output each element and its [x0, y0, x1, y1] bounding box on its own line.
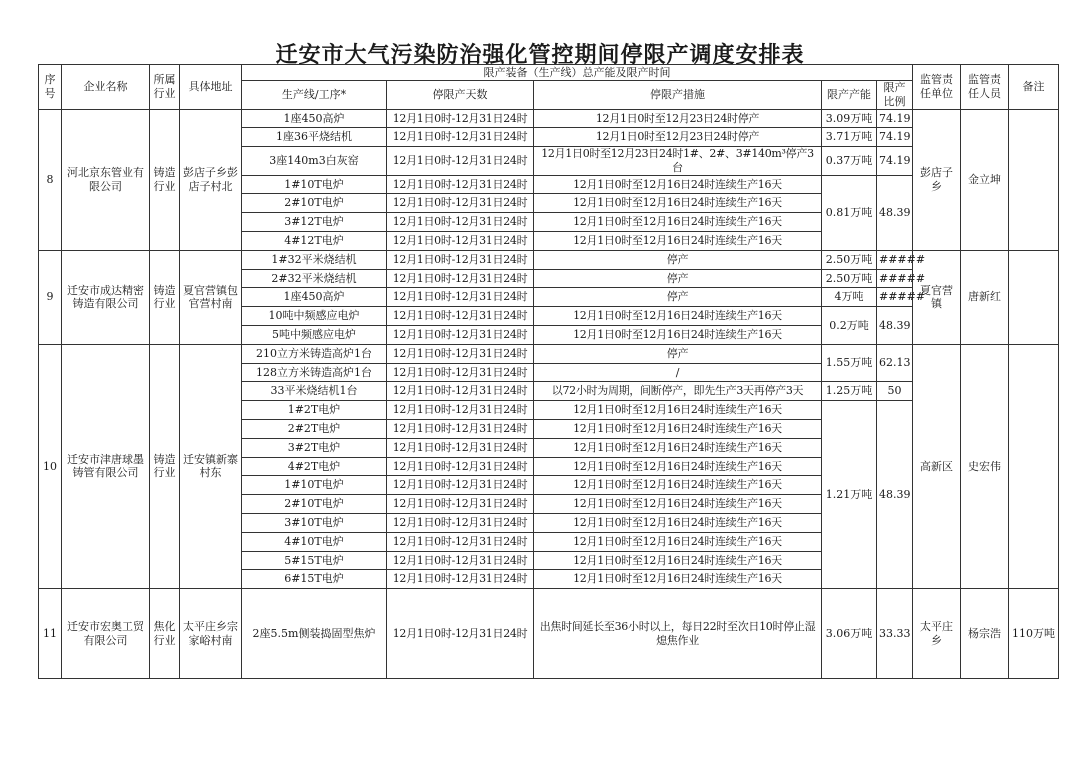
stop-days: 12月1日0时-12月31日24时 — [387, 401, 534, 420]
header-row-1 — [39, 65, 1059, 81]
limit-capacity: 1.25万吨 — [822, 382, 877, 401]
line-name: 2#10T电炉 — [242, 495, 387, 514]
stop-days: 12月1日0时-12月31日24时 — [387, 175, 534, 194]
stop-measure: 12月1日0时至12月16日24时连续生产16天 — [534, 307, 822, 326]
stop-days: 12月1日0时-12月31日24时 — [387, 382, 534, 401]
remark — [1009, 250, 1059, 344]
stop-days: 12月1日0时-12月31日24时 — [387, 344, 534, 363]
stop-measure: 12月1日0时至12月23日24时停产 — [534, 128, 822, 147]
limit-capacity: 0.81万吨 — [822, 175, 877, 250]
document-title: 迁安市大气污染防治强化管控期间停限产调度安排表 — [275, 42, 805, 68]
enterprise-seq: 9 — [39, 250, 62, 344]
stop-days: 12月1日0时-12月31日24时 — [387, 128, 534, 147]
stop-measure: 12月1日0时至12月16日24时连续生产16天 — [534, 495, 822, 514]
supervision-person: 金立坤 — [961, 109, 1009, 250]
limit-ratio: 48.39 — [877, 175, 913, 250]
enterprise-name: 迁安市宏奥工贸有限公司 — [62, 589, 150, 679]
limit-ratio: ##### — [877, 269, 913, 288]
stop-days: 12月1日0时-12月31日24时 — [387, 109, 534, 128]
enterprise-address: 夏官营镇包官营村南 — [180, 250, 242, 344]
enterprise-name: 迁安市成达精密铸造有限公司 — [62, 250, 150, 344]
limit-ratio: 62.13 — [877, 344, 913, 382]
stop-days: 12月1日0时-12月31日24时 — [387, 532, 534, 551]
line-name: 4#12T电炉 — [242, 231, 387, 250]
stop-measure: 12月1日0时至12月16日24时连续生产16天 — [534, 551, 822, 570]
line-name: 2#2T电炉 — [242, 419, 387, 438]
line-name: 33平米烧结机1台 — [242, 382, 387, 401]
header-ratio: 限产比例 — [877, 81, 913, 110]
line-name: 2#32平米烧结机 — [242, 269, 387, 288]
supervision-unit: 夏官营镇 — [913, 250, 961, 344]
stop-measure: 12月1日0时至12月23日24时停产 — [534, 109, 822, 128]
header-industry: 所属行业 — [150, 65, 180, 110]
limit-capacity: 4万吨 — [822, 288, 877, 307]
stop-days: 12月1日0时-12月31日24时 — [387, 194, 534, 213]
stop-days: 12月1日0时-12月31日24时 — [387, 438, 534, 457]
stop-days: 12月1日0时-12月31日24时 — [387, 307, 534, 326]
line-name: 1#32平米烧结机 — [242, 250, 387, 269]
stop-days: 12月1日0时-12月31日24时 — [387, 250, 534, 269]
enterprise-address: 彭店子乡彭店子村北 — [180, 109, 242, 250]
stop-measure: 停产 — [534, 288, 822, 307]
stop-measure: 12月1日0时至12月16日24时连续生产16天 — [534, 570, 822, 589]
stop-measure: 12月1日0时至12月16日24时连续生产16天 — [534, 175, 822, 194]
stop-days: 12月1日0时-12月31日24时 — [387, 495, 534, 514]
supervision-unit: 彭店子乡 — [913, 109, 961, 250]
limit-ratio: ##### — [877, 288, 913, 307]
limit-capacity: 1.55万吨 — [822, 344, 877, 382]
limit-ratio: 74.19 — [877, 109, 913, 128]
limit-ratio: ##### — [877, 250, 913, 269]
enterprise-seq: 11 — [39, 589, 62, 679]
remark: 110万吨 — [1009, 589, 1059, 679]
stop-days: 12月1日0时-12月31日24时 — [387, 551, 534, 570]
header-line: 生产线/工序* — [242, 81, 387, 110]
stop-days: 12月1日0时-12月31日24时 — [387, 325, 534, 344]
line-name: 1座36平烧结机 — [242, 128, 387, 147]
enterprise-name: 迁安市津唐球墨铸管有限公司 — [62, 344, 150, 588]
limit-capacity: 0.37万吨 — [822, 147, 877, 176]
remark — [1009, 109, 1059, 250]
line-name: 3#12T电炉 — [242, 213, 387, 232]
header-seq: 序号 — [39, 65, 62, 110]
stop-days: 12月1日0时-12月31日24时 — [387, 147, 534, 176]
limit-ratio: 48.39 — [877, 307, 913, 345]
stop-measure: 12月1日0时至12月16日24时连续生产16天 — [534, 325, 822, 344]
limit-capacity: 3.09万吨 — [822, 109, 877, 128]
remark — [1009, 344, 1059, 588]
stop-measure: 12月1日0时至12月16日24时连续生产16天 — [534, 401, 822, 420]
supervision-person: 唐新红 — [961, 250, 1009, 344]
stop-measure: 12月1日0时至12月16日24时连续生产16天 — [534, 476, 822, 495]
line-name: 1#10T电炉 — [242, 175, 387, 194]
stop-days: 12月1日0时-12月31日24时 — [387, 288, 534, 307]
enterprise-industry: 铸造行业 — [150, 344, 180, 588]
stop-days: 12月1日0时-12月31日24时 — [387, 269, 534, 288]
line-name: 4#10T电炉 — [242, 532, 387, 551]
line-name: 3座140m3白灰窑 — [242, 147, 387, 176]
enterprise-name: 河北京东管业有限公司 — [62, 109, 150, 250]
table-row — [39, 589, 1059, 679]
line-name: 1#10T电炉 — [242, 476, 387, 495]
line-name: 6#15T电炉 — [242, 570, 387, 589]
enterprise-address: 太平庄乡宗家峪村南 — [180, 589, 242, 679]
limit-ratio: 50 — [877, 382, 913, 401]
header-group: 限产装备（生产线）总产能及限产时间 — [242, 65, 913, 81]
line-name: 5吨中频感应电炉 — [242, 325, 387, 344]
header-remark: 备注 — [1009, 65, 1059, 110]
enterprise-industry: 铸造行业 — [150, 109, 180, 250]
enterprise-seq: 8 — [39, 109, 62, 250]
stop-measure: 停产 — [534, 269, 822, 288]
line-name: 210立方米铸造高炉1台 — [242, 344, 387, 363]
limit-ratio: 33.33 — [877, 589, 913, 679]
limit-ratio: 48.39 — [877, 401, 913, 589]
header-person: 监管责任人员 — [961, 65, 1009, 110]
stop-measure: 12月1日0时至12月16日24时连续生产16天 — [534, 532, 822, 551]
line-name: 1座450高炉 — [242, 109, 387, 128]
limit-capacity: 1.21万吨 — [822, 401, 877, 589]
stop-measure: 停产 — [534, 250, 822, 269]
header-measure: 停限产措施 — [534, 81, 822, 110]
line-name: 1#2T电炉 — [242, 401, 387, 420]
limit-capacity: 3.06万吨 — [822, 589, 877, 679]
stop-measure: 12月1日0时至12月16日24时连续生产16天 — [534, 231, 822, 250]
limit-capacity: 2.50万吨 — [822, 250, 877, 269]
table-row — [39, 250, 1059, 269]
header-company: 企业名称 — [62, 65, 150, 110]
line-name: 2座5.5m侧装捣固型焦炉 — [242, 589, 387, 679]
stop-measure: / — [534, 363, 822, 382]
supervision-unit: 太平庄乡 — [913, 589, 961, 679]
enterprise-industry: 焦化行业 — [150, 589, 180, 679]
stop-measure: 12月1日0时至12月23日24时1#、2#、3#140m³停产3台 — [534, 147, 822, 176]
schedule-table — [38, 64, 1059, 679]
supervision-person: 史宏伟 — [961, 344, 1009, 588]
line-name: 5#15T电炉 — [242, 551, 387, 570]
line-name: 10吨中频感应电炉 — [242, 307, 387, 326]
stop-measure: 12月1日0时至12月16日24时连续生产16天 — [534, 457, 822, 476]
enterprise-seq: 10 — [39, 344, 62, 588]
stop-measure: 停产 — [534, 344, 822, 363]
enterprise-industry: 铸造行业 — [150, 250, 180, 344]
line-name: 4#2T电炉 — [242, 457, 387, 476]
header-days: 停限产天数 — [387, 81, 534, 110]
stop-days: 12月1日0时-12月31日24时 — [387, 419, 534, 438]
table-row — [39, 344, 1059, 363]
line-name: 3#10T电炉 — [242, 513, 387, 532]
limit-ratio: 74.19 — [877, 147, 913, 176]
stop-days: 12月1日0时-12月31日24时 — [387, 570, 534, 589]
stop-measure: 12月1日0时至12月16日24时连续生产16天 — [534, 438, 822, 457]
stop-measure: 12月1日0时至12月16日24时连续生产16天 — [534, 419, 822, 438]
supervision-unit: 高新区 — [913, 344, 961, 588]
limit-capacity: 0.2万吨 — [822, 307, 877, 345]
stop-days: 12月1日0时-12月31日24时 — [387, 213, 534, 232]
limit-capacity: 3.71万吨 — [822, 128, 877, 147]
line-name: 2#10T电炉 — [242, 194, 387, 213]
stop-measure: 12月1日0时至12月16日24时连续生产16天 — [534, 213, 822, 232]
header-address: 具体地址 — [180, 65, 242, 110]
header-capacity: 限产产能 — [822, 81, 877, 110]
line-name: 3#2T电炉 — [242, 438, 387, 457]
stop-measure: 12月1日0时至12月16日24时连续生产16天 — [534, 513, 822, 532]
stop-measure: 出焦时间延长至36小时以上，每日22时至次日10时停止湿熄焦作业 — [534, 589, 822, 679]
header-unit: 监管责任单位 — [913, 65, 961, 110]
line-name: 1座450高炉 — [242, 288, 387, 307]
line-name: 128立方米铸造高炉1台 — [242, 363, 387, 382]
stop-days: 12月1日0时-12月31日24时 — [387, 363, 534, 382]
stop-days: 12月1日0时-12月31日24时 — [387, 476, 534, 495]
table-row — [39, 109, 1059, 128]
stop-measure: 以72小时为周期，间断停产，即先生产3天再停产3天 — [534, 382, 822, 401]
limit-capacity: 2.50万吨 — [822, 269, 877, 288]
stop-days: 12月1日0时-12月31日24时 — [387, 457, 534, 476]
limit-ratio: 74.19 — [877, 128, 913, 147]
enterprise-address: 迁安镇新寨村东 — [180, 344, 242, 588]
stop-days: 12月1日0时-12月31日24时 — [387, 589, 534, 679]
stop-measure: 12月1日0时至12月16日24时连续生产16天 — [534, 194, 822, 213]
supervision-person: 杨宗浩 — [961, 589, 1009, 679]
stop-days: 12月1日0时-12月31日24时 — [387, 231, 534, 250]
stop-days: 12月1日0时-12月31日24时 — [387, 513, 534, 532]
